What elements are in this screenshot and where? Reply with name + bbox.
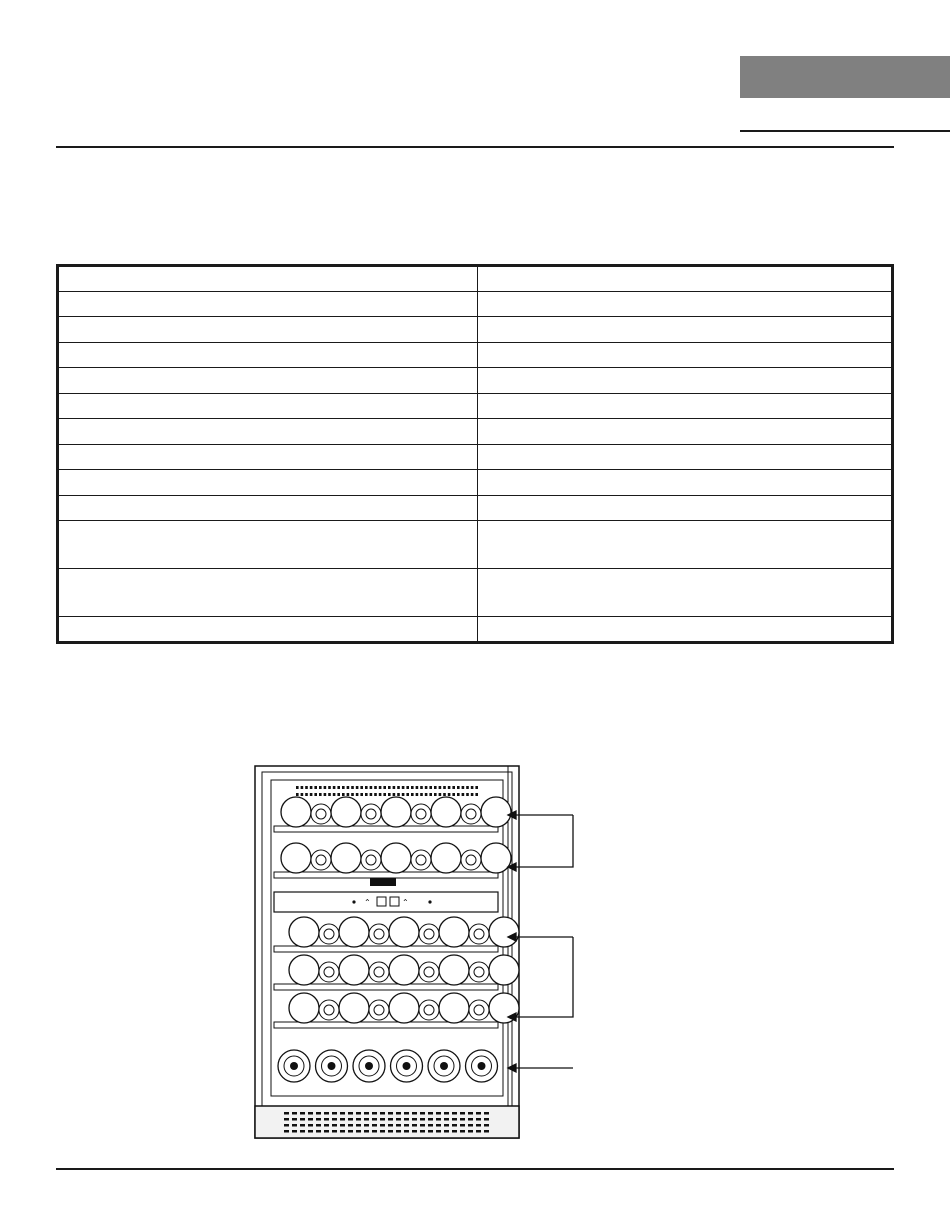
spec-label-cell bbox=[58, 444, 478, 470]
spec-label-cell bbox=[58, 368, 478, 394]
spec-label-cell bbox=[58, 569, 478, 617]
upper-shelf-2 bbox=[274, 843, 511, 878]
spec-row bbox=[58, 521, 893, 569]
bottom-display-rack bbox=[278, 1050, 498, 1082]
wine-cooler-diagram bbox=[250, 760, 590, 1144]
spec-value-cell bbox=[478, 617, 893, 643]
spec-row bbox=[58, 317, 893, 343]
spec-value-cell bbox=[478, 317, 893, 343]
control-panel bbox=[274, 878, 498, 912]
section-tab-block bbox=[740, 56, 950, 98]
section-tab-rule bbox=[740, 130, 950, 132]
spec-row bbox=[58, 495, 893, 521]
spec-value-cell bbox=[478, 266, 893, 292]
spec-value-cell bbox=[478, 495, 893, 521]
spec-row bbox=[58, 393, 893, 419]
spec-value-cell bbox=[478, 444, 893, 470]
lower-shelf-2 bbox=[274, 955, 519, 990]
lower-shelf-1 bbox=[274, 917, 519, 952]
spec-value-cell bbox=[478, 521, 893, 569]
spec-row bbox=[58, 368, 893, 394]
spec-row bbox=[58, 617, 893, 643]
spec-label-cell bbox=[58, 342, 478, 368]
spec-value-cell bbox=[478, 569, 893, 617]
spec-label-cell bbox=[58, 470, 478, 496]
spec-label-cell bbox=[58, 617, 478, 643]
spec-label-cell bbox=[58, 495, 478, 521]
kick-plate bbox=[255, 1106, 519, 1138]
upper-shelf-1 bbox=[274, 797, 511, 832]
spec-row bbox=[58, 291, 893, 317]
spec-value-cell bbox=[478, 342, 893, 368]
spec-row bbox=[58, 342, 893, 368]
spec-row bbox=[58, 470, 893, 496]
spec-value-cell bbox=[478, 291, 893, 317]
svg-text:⌃: ⌃ bbox=[364, 898, 371, 907]
svg-text:⌃: ⌃ bbox=[402, 898, 409, 907]
spec-row bbox=[58, 419, 893, 445]
spec-row bbox=[58, 444, 893, 470]
spec-value-cell bbox=[478, 470, 893, 496]
specifications-table bbox=[56, 264, 894, 644]
spec-label-cell bbox=[58, 393, 478, 419]
spec-label-cell bbox=[58, 317, 478, 343]
spec-label-cell bbox=[58, 419, 478, 445]
callout-arrows bbox=[508, 811, 573, 1072]
spec-value-cell bbox=[478, 393, 893, 419]
spec-label-cell bbox=[58, 291, 478, 317]
spec-row bbox=[58, 266, 893, 292]
spec-row bbox=[58, 569, 893, 617]
bottle-shelves bbox=[274, 786, 519, 1082]
spec-value-cell bbox=[478, 419, 893, 445]
footer-divider bbox=[56, 1168, 894, 1170]
lower-shelf-3 bbox=[274, 993, 519, 1028]
spec-label-cell bbox=[58, 521, 478, 569]
header-divider bbox=[56, 146, 894, 148]
spec-value-cell bbox=[478, 368, 893, 394]
spec-label-cell bbox=[58, 266, 478, 292]
